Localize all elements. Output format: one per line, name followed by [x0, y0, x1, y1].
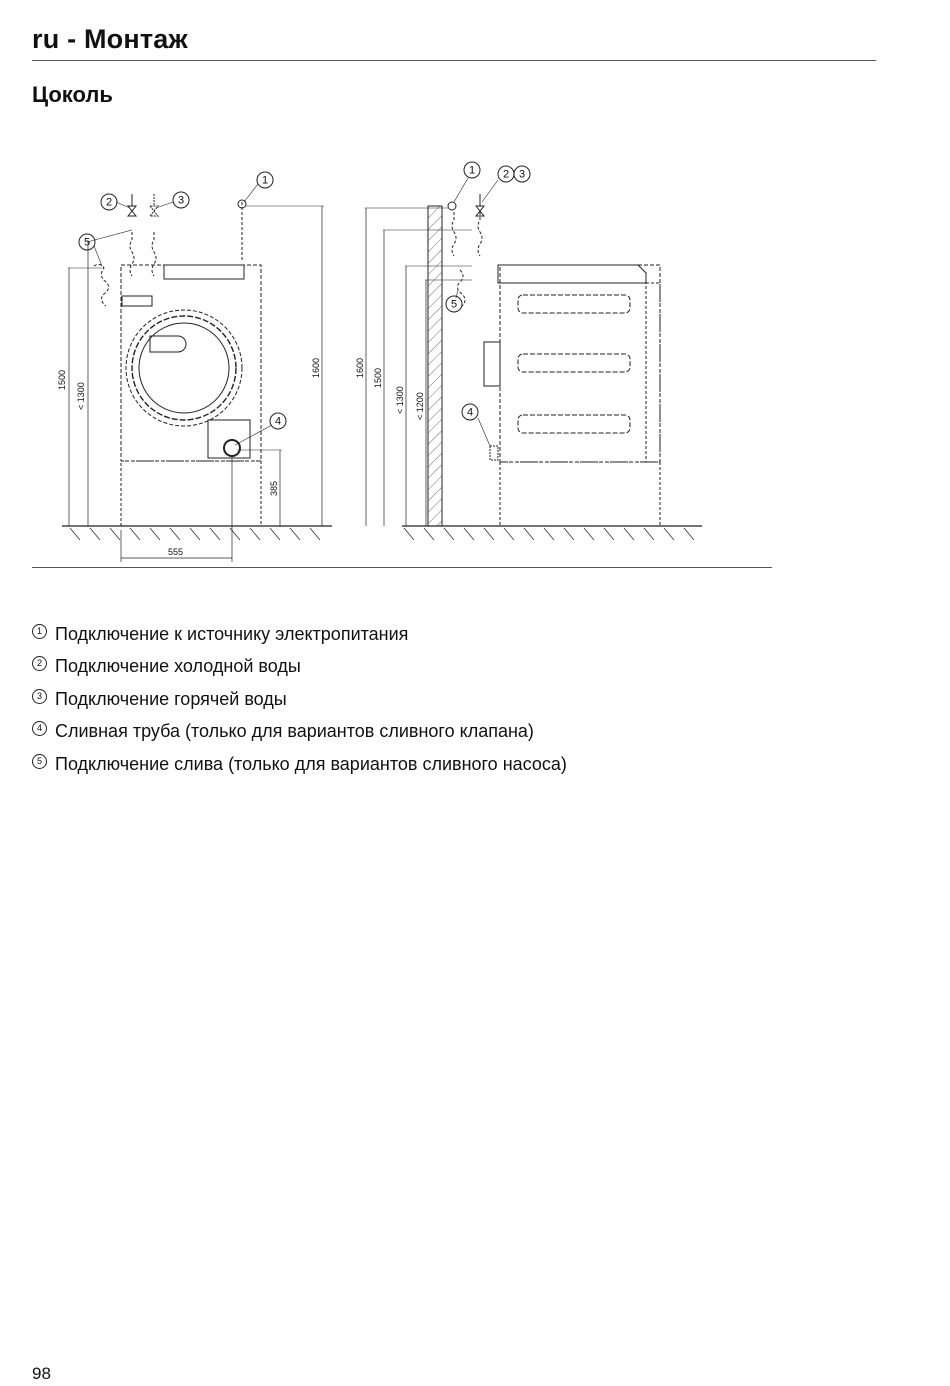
legend-item: [32, 618, 567, 651]
dim-385-front: 385: [269, 480, 279, 496]
dim-555-front: 555: [168, 547, 184, 557]
legend-number: 1: [32, 624, 47, 639]
front-view: [62, 172, 332, 562]
dim-1600-side: 1600: [355, 357, 365, 378]
dim-1500-side: 1500: [373, 367, 383, 388]
legend-number: 3: [32, 689, 47, 704]
callout-1-front: 1: [261, 174, 269, 187]
header-divider: [32, 60, 876, 61]
page-title: ru - Монтаж: [32, 24, 188, 54]
dim-1600-front: 1600: [311, 357, 321, 378]
legend-text: Подключение слива (только для вариантов сливного насоса): [55, 753, 567, 774]
legend-item: [32, 716, 567, 749]
legend-number: 2: [32, 656, 47, 671]
callout-3-front: 3: [177, 194, 185, 207]
callout-5-side: 5: [450, 298, 458, 311]
callout-1-side: 1: [468, 164, 476, 177]
legend-text: Подключение горячей воды: [55, 688, 287, 709]
page-number: 98: [32, 1364, 51, 1383]
side-view: [365, 162, 702, 540]
callout-4-side: 4: [466, 406, 474, 419]
legend-list: [32, 618, 567, 781]
legend-number: 5: [32, 754, 47, 769]
dim-1300-front: < 1300: [76, 382, 86, 410]
page-header: [32, 22, 876, 56]
dim-1300-side: < 1300: [395, 386, 405, 414]
front-view-labels: [57, 175, 321, 558]
dim-1500-front: 1500: [57, 369, 67, 390]
callout-3-side: 3: [518, 168, 526, 181]
callout-2-front: 2: [105, 196, 113, 209]
legend-item: [32, 683, 567, 716]
section-title: Цоколь: [32, 82, 113, 107]
legend-item: [32, 651, 567, 684]
legend-text: Подключение холодной воды: [55, 656, 301, 677]
legend-number: 4: [32, 721, 47, 736]
callout-2-side: 2: [502, 168, 510, 181]
legend-text: Сливная труба (только для вариантов сливного клапана): [55, 721, 534, 742]
installation-diagram: [32, 150, 772, 570]
diagram-svg: [32, 150, 772, 570]
callout-5-front: 5: [83, 236, 91, 249]
dim-1200-side: < 1200: [415, 392, 425, 420]
figure-divider: [32, 567, 772, 568]
legend-text: Подключение к источнику электропитания: [55, 623, 409, 644]
legend-item: [32, 748, 567, 781]
callout-4-front: 4: [274, 415, 282, 428]
